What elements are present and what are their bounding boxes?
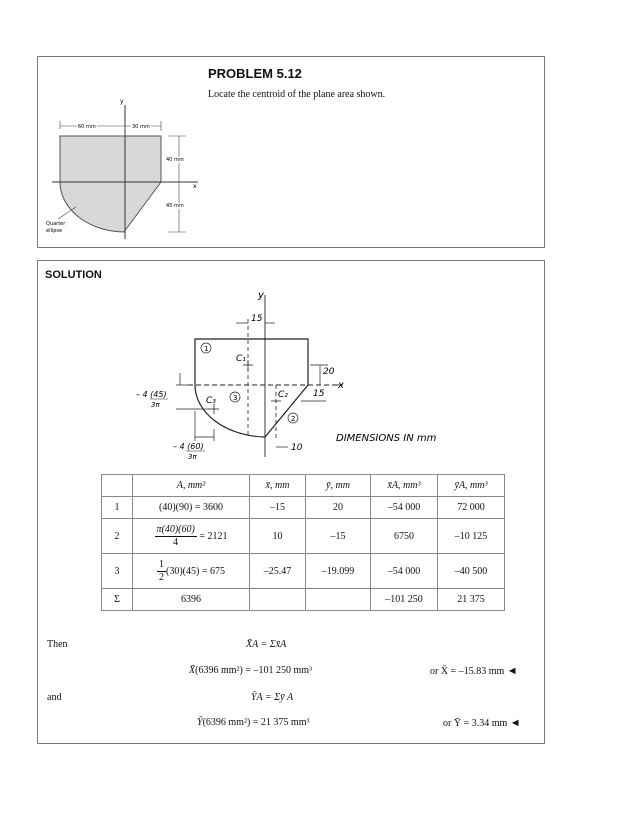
row-xbar: –15	[250, 497, 306, 519]
area-value: (30)(45) = 675	[166, 565, 225, 577]
equation-x-rest: (6396 mm²) = –101 250 mm³	[195, 665, 313, 676]
table-header	[102, 475, 133, 497]
ellipse-offset-x: – 4 (60)	[173, 442, 204, 451]
svg-text:3: 3	[233, 394, 238, 402]
row-index: 1	[102, 497, 133, 519]
area-fraction	[157, 559, 166, 584]
fraction-numerator: 1	[159, 558, 165, 570]
table-row-total	[102, 589, 505, 611]
centroid-table	[101, 474, 505, 611]
dim-60mm: 60 mm	[78, 124, 96, 130]
row-ya: 72 000	[438, 497, 505, 519]
row-area	[133, 519, 250, 554]
table-header: ȳA, mm³	[438, 475, 505, 497]
table-header: A, mm²	[133, 475, 250, 497]
svg-text:C₂: C₂	[278, 390, 288, 400]
row-index: 2	[102, 519, 133, 554]
equation-xa-sum: X̄A = Σx̄A	[246, 639, 287, 650]
solution-axis-x: x	[338, 380, 344, 391]
axis-x-label: x	[193, 183, 197, 190]
problem-title: PROBLEM 5.12	[208, 66, 302, 81]
table-header: ȳ, mm	[306, 475, 371, 497]
ellipse-offset-x-den: 3π	[188, 453, 197, 461]
equation-ya-sum: ȲA = Σȳ A	[251, 692, 294, 703]
fraction-denominator: 2	[159, 571, 165, 583]
row-ya: –40 500	[438, 554, 505, 589]
centroid-c3	[206, 396, 219, 414]
dim-30mm: 30 mm	[132, 124, 150, 130]
problem-figure	[38, 57, 208, 247]
ellipse-offset-y: – 4 (45)	[136, 390, 167, 399]
svg-text:C₃: C₃	[206, 396, 216, 406]
solution-figure	[38, 261, 544, 471]
answer-x-text: or X̄ = –15.83 mm	[430, 666, 505, 677]
dim-20: 20	[323, 367, 335, 377]
table-header: x̄A, mm³	[371, 475, 438, 497]
answer-x	[430, 665, 518, 677]
row-ybar: –15	[306, 519, 371, 554]
row-index: Σ	[102, 589, 133, 611]
answer-y-text: or Ȳ = 3.34 mm	[443, 718, 508, 729]
row-area: 6396	[133, 589, 250, 611]
problem-statement: Locate the centroid of the plane area shown.	[208, 89, 386, 100]
axis-y-label: y	[120, 98, 124, 105]
row-xa: –101 250	[371, 589, 438, 611]
dim-10: 10	[291, 443, 303, 453]
table-row	[102, 497, 505, 519]
centroid-c2	[271, 390, 288, 401]
equation-y-solve	[197, 717, 309, 728]
area-value: = 2121	[199, 530, 228, 542]
svg-text:C₁: C₁	[236, 354, 246, 364]
quarter-ellipse-label-2: ellipse	[46, 228, 63, 234]
solution-axis-y: y	[258, 290, 264, 301]
answer-y	[443, 717, 521, 729]
row-ya: –10 125	[438, 519, 505, 554]
then-label: Then	[47, 639, 68, 650]
table-row	[102, 554, 505, 589]
row-area	[133, 554, 250, 589]
table-header: x̄, mm	[250, 475, 306, 497]
solution-title: SOLUTION	[45, 269, 102, 281]
dim-40mm: 40 mm	[166, 157, 184, 163]
row-ybar	[306, 589, 371, 611]
row-xbar	[250, 589, 306, 611]
equation-x-lhs: X̄	[189, 665, 196, 676]
dim-45mm: 45 mm	[166, 203, 184, 209]
row-xbar: 10	[250, 519, 306, 554]
quarter-ellipse-label-1: Quarter	[46, 221, 66, 227]
svg-text:2: 2	[291, 415, 296, 423]
dim-15-top: 15	[251, 314, 263, 324]
row-xa: 6750	[371, 519, 438, 554]
table-header-row	[102, 475, 505, 497]
row-index: 3	[102, 554, 133, 589]
fraction-denominator: 4	[173, 536, 179, 548]
area-fraction	[155, 524, 197, 549]
row-xa: –54 000	[371, 554, 438, 589]
row-xbar: –25.47	[250, 554, 306, 589]
answer-marker-icon: ◄	[509, 717, 521, 729]
svg-text:1: 1	[204, 345, 209, 353]
row-ya: 21 375	[438, 589, 505, 611]
dimensions-note: DIMENSIONS IN mm	[336, 433, 437, 444]
solution-box	[37, 260, 545, 744]
fraction-numerator: π(40)(60)	[156, 523, 195, 535]
centroid-c1	[236, 354, 253, 370]
equation-y-rest: (6396 mm²) = 21 375 mm³	[202, 717, 310, 728]
dim-15-right: 15	[313, 389, 325, 399]
plane-area-shape	[60, 136, 161, 232]
ellipse-offset-y-den: 3π	[151, 401, 160, 409]
and-label: and	[47, 692, 62, 703]
row-ybar: –19.099	[306, 554, 371, 589]
row-ybar: 20	[306, 497, 371, 519]
equation-y-lhs: Ȳ	[197, 717, 203, 728]
table-row	[102, 519, 505, 554]
answer-marker-icon: ◄	[506, 665, 518, 677]
equation-x-solve	[189, 665, 312, 676]
problem-box	[37, 56, 545, 248]
row-xa: –54 000	[371, 497, 438, 519]
row-area: (40)(90) = 3600	[133, 497, 250, 519]
